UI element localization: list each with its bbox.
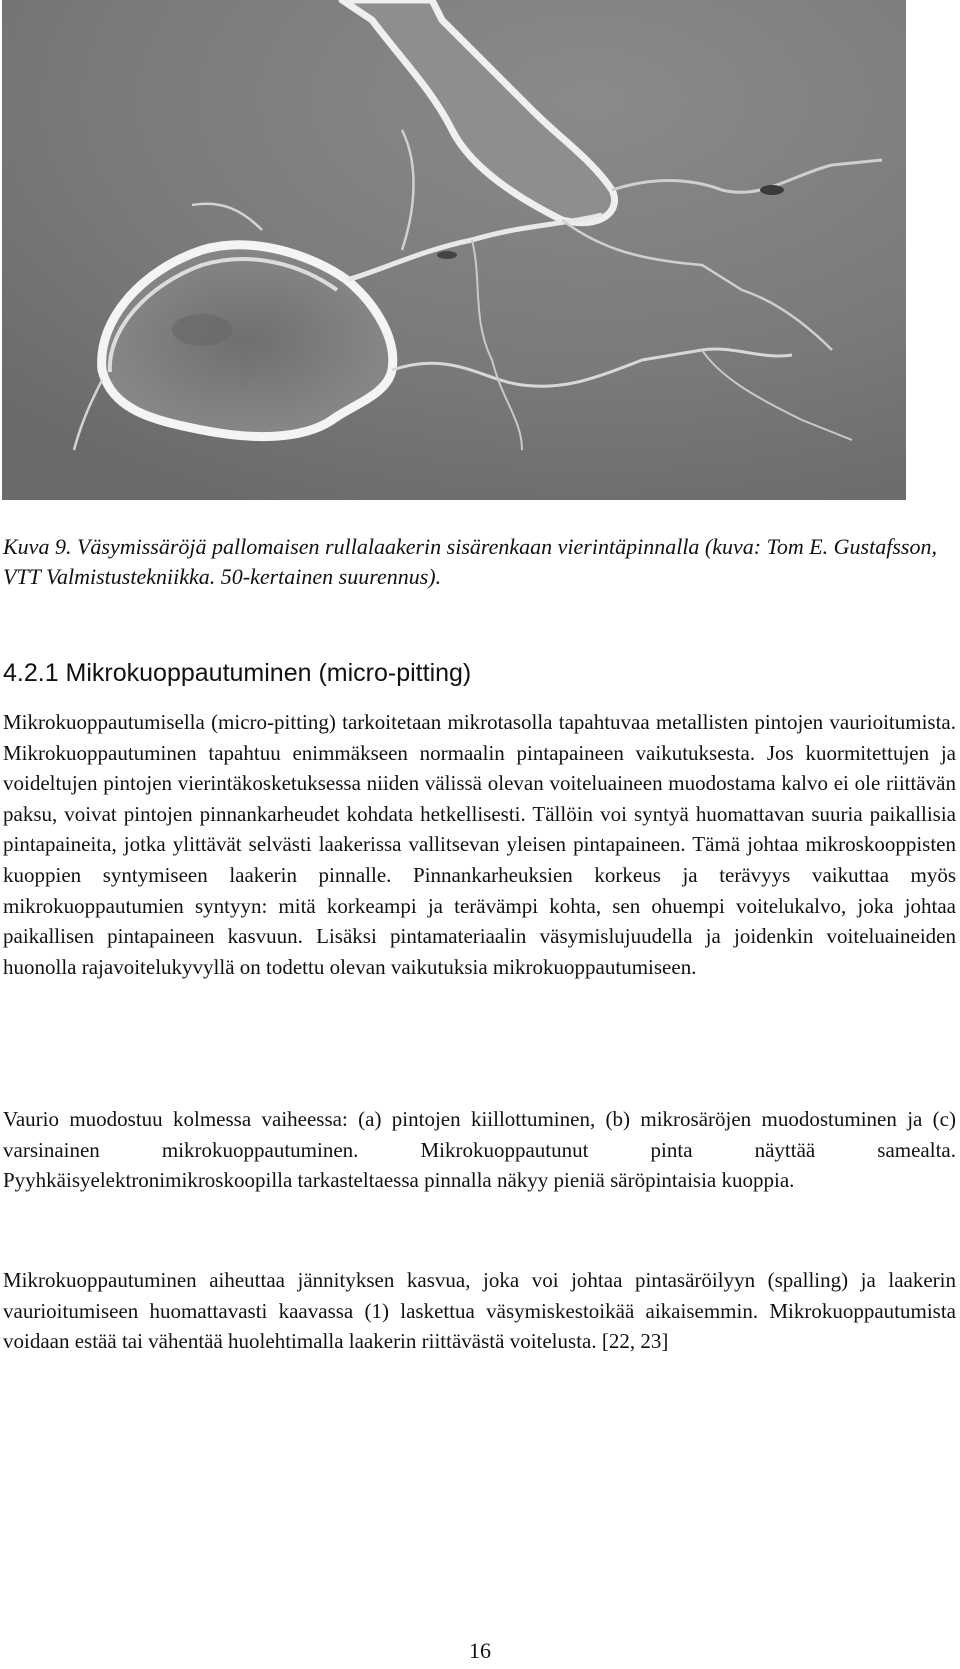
paragraph-1: Mikrokuoppautumisella (micro-pitting) tarkoitetaan mikrotasolla tapahtuvaa metallisten pintojen vaurioitumista. Mikrokuoppautuminen tapahtuu enimmäkseen normaalin pintapaineen vaikutuksesta. Jos kuormitettujen ja voideltujen pintojen vierintäkosketuksessa niiden välissä olevan voiteluaineen muodostama kalvo ei ole riittävän paksu, voivat pintojen pinnankarheudet kohdata hetkellisesti. Tällöin voi syntyä huomattavan suuria paikallisia pintapaineita, jotka ylittävät selvästi laakerissa vallitsevan yleisen pintapaineen. Tämä johtaa mikroskooppisten kuoppien syntymiseen laakerin pinnalle. Pinnankarheuksien korkeus ja terävyys vaikuttaa myös mikrokuoppautumien syntyyn: mitä korkeampi ja terävämpi kohta, sen ohuempi voitelukalvo, joka johtaa paikallisen pintapaineen kasvuun. Lisäksi pintamateriaalin väsymislujuudella ja joidenkin voiteluaineiden huonolla rajavoitelukyvyllä on todettu olevan vaikutuksia mikrokuoppautumiseen. <box>3 710 956 979</box>
micrograph-image <box>2 0 906 500</box>
paragraph-3: Mikrokuoppautuminen aiheuttaa jännityksen kasvua, joka voi johtaa pintasäröilyyn (spalling) ja laakerin vaurioitumiseen huomattavasti kaavassa (1) laskettua väsymiskestoikää aikaisemmin. Mikrokuoppautumista voidaan estää tai vähentää huolehtimalla laakerin riittävästä voitelusta. [22, 23] <box>3 1268 956 1354</box>
page-number: 16 <box>469 1638 491 1663</box>
paragraph-2: Vaurio muodostuu kolmessa vaiheessa: (a) pintojen kiillottuminen, (b) mikrosäröjen muodostuminen ja (c) varsinainen mikrokuoppautuminen. Mikrokuoppautunut pinta näyttää samealta. Pyyhkäisyelektronimikroskoopilla tarkasteltaessa pinnalla näkyy pieniä säröpintaisia kuoppia. <box>3 1107 956 1193</box>
figure-caption: Kuva 9. Väsymissäröjä pallomaisen rullalaakerin sisärenkaan vierintäpinnalla (kuva: Tom E. Gustafsson, VTT Valmistustekniikka. 50-kertainen suurennus). <box>3 534 937 589</box>
section-heading: 4.2.1 Mikrokuoppautuminen (micro-pitting) <box>3 659 472 687</box>
micrograph-figure <box>2 0 906 500</box>
